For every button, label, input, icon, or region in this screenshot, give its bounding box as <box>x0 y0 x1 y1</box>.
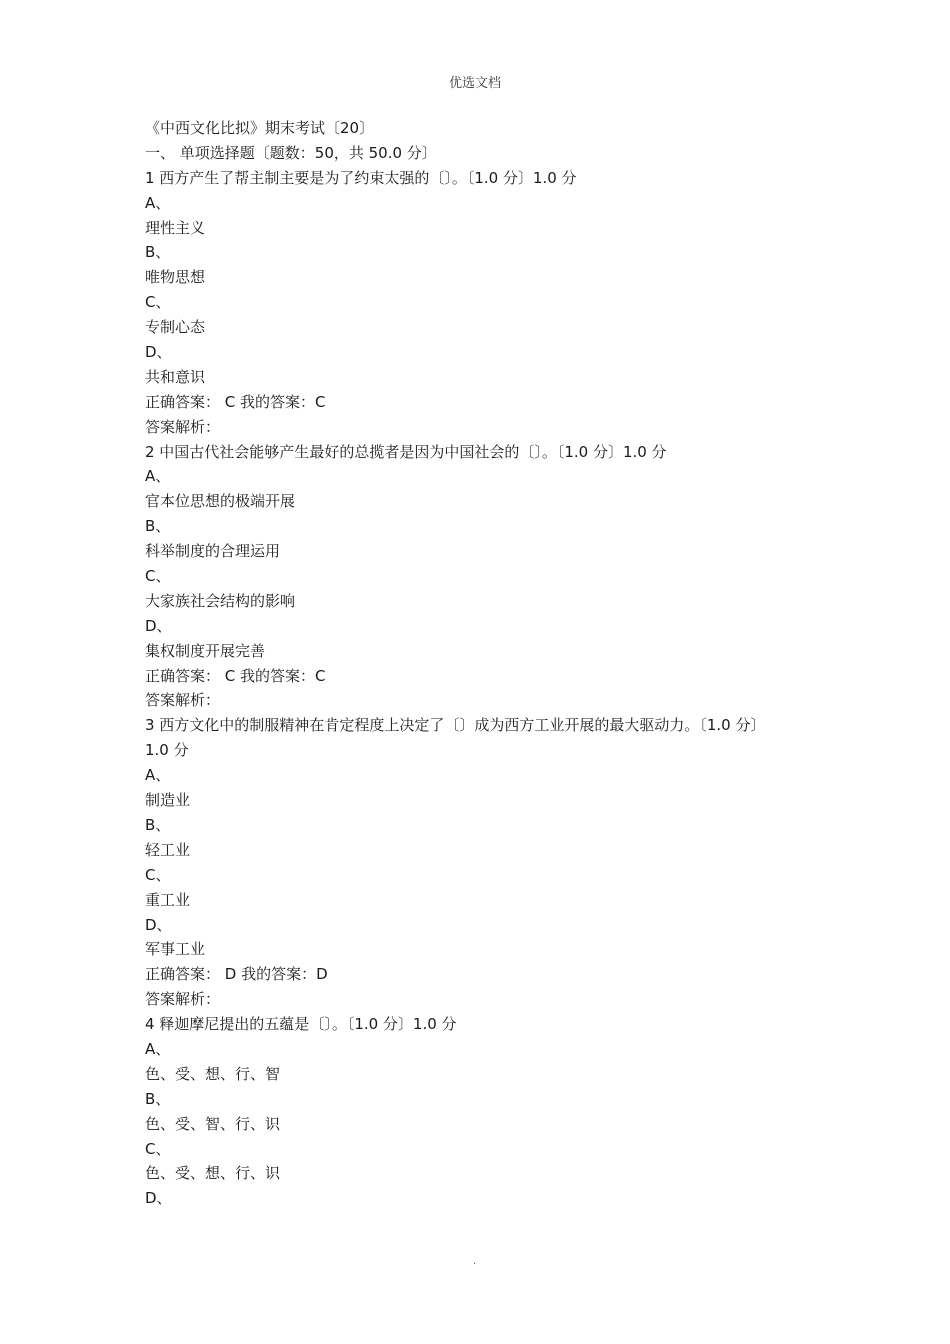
option-text: 理性主义 <box>145 218 206 237</box>
option-letter: B、 <box>145 243 171 262</box>
option-letter: C、 <box>145 1139 171 1158</box>
option-text: 大家族社会结构的影响 <box>145 591 296 610</box>
option-text: 共和意识 <box>145 367 206 386</box>
option-text: 制造业 <box>145 791 191 810</box>
question-stem: 4 释迦摩尼提出的五蕴是〔〕。〔1.0 分〕1.0 分 <box>145 1015 457 1034</box>
option-text: 色、受、智、行、识 <box>145 1114 281 1133</box>
option-letter: C、 <box>145 865 171 884</box>
question-stem-continuation: 1.0 分 <box>145 741 189 760</box>
option-text: 军事工业 <box>145 940 206 959</box>
option-letter: D、 <box>145 343 172 362</box>
option-letter: A、 <box>145 193 171 212</box>
section-heading: 一、 单项选择题〔题数：50，共 50.0 分〕 <box>145 143 437 162</box>
option-text: 科举制度的合理运用 <box>145 542 281 561</box>
analysis-line: 答案解析： <box>145 417 221 436</box>
document-body <box>145 116 865 1211</box>
option-text: 集权制度开展完善 <box>145 641 266 660</box>
option-text: 色、受、想、行、智 <box>145 1064 281 1083</box>
question-stem: 1 西方产生了帮主制主要是为了约束太强的〔〕。〔1.0 分〕1.0 分 <box>145 168 577 187</box>
option-text: 色、受、想、行、识 <box>145 1164 281 1183</box>
option-text: 重工业 <box>145 890 191 909</box>
option-letter: C、 <box>145 293 171 312</box>
option-letter: A、 <box>145 1039 171 1058</box>
option-letter: B、 <box>145 517 171 536</box>
option-text: 专制心态 <box>145 318 206 337</box>
answer-line: 正确答案： C 我的答案：C <box>145 392 326 411</box>
option-letter: D、 <box>145 616 172 635</box>
answer-line: 正确答案： C 我的答案：C <box>145 666 326 685</box>
analysis-line: 答案解析： <box>145 990 221 1009</box>
analysis-line: 答案解析： <box>145 691 221 710</box>
option-letter: D、 <box>145 915 172 934</box>
option-letter: B、 <box>145 1089 171 1108</box>
question-stem: 3 西方文化中的制服精神在肯定程度上决定了〔〕成为西方工业开展的最大驱动力。〔1.0 分〕 <box>145 716 766 735</box>
option-letter: B、 <box>145 815 171 834</box>
option-letter: A、 <box>145 467 171 486</box>
option-text: 官本位思想的极端开展 <box>145 492 296 511</box>
question-stem: 2 中国古代社会能够产生最好的总揽者是因为中国社会的〔〕。〔1.0 分〕1.0 分 <box>145 442 667 461</box>
option-text: 轻工业 <box>145 840 191 859</box>
option-letter: C、 <box>145 567 171 586</box>
page-header: 优选文档 <box>448 76 501 91</box>
option-text: 唯物思想 <box>145 268 206 287</box>
document-title: 《中西文化比拟》期末考试〔20〕 <box>145 119 375 137</box>
page-footer-dot: . <box>473 1256 477 1267</box>
option-letter: A、 <box>145 766 171 785</box>
answer-line: 正确答案： D 我的答案：D <box>145 965 328 984</box>
option-letter: D、 <box>145 1189 172 1208</box>
